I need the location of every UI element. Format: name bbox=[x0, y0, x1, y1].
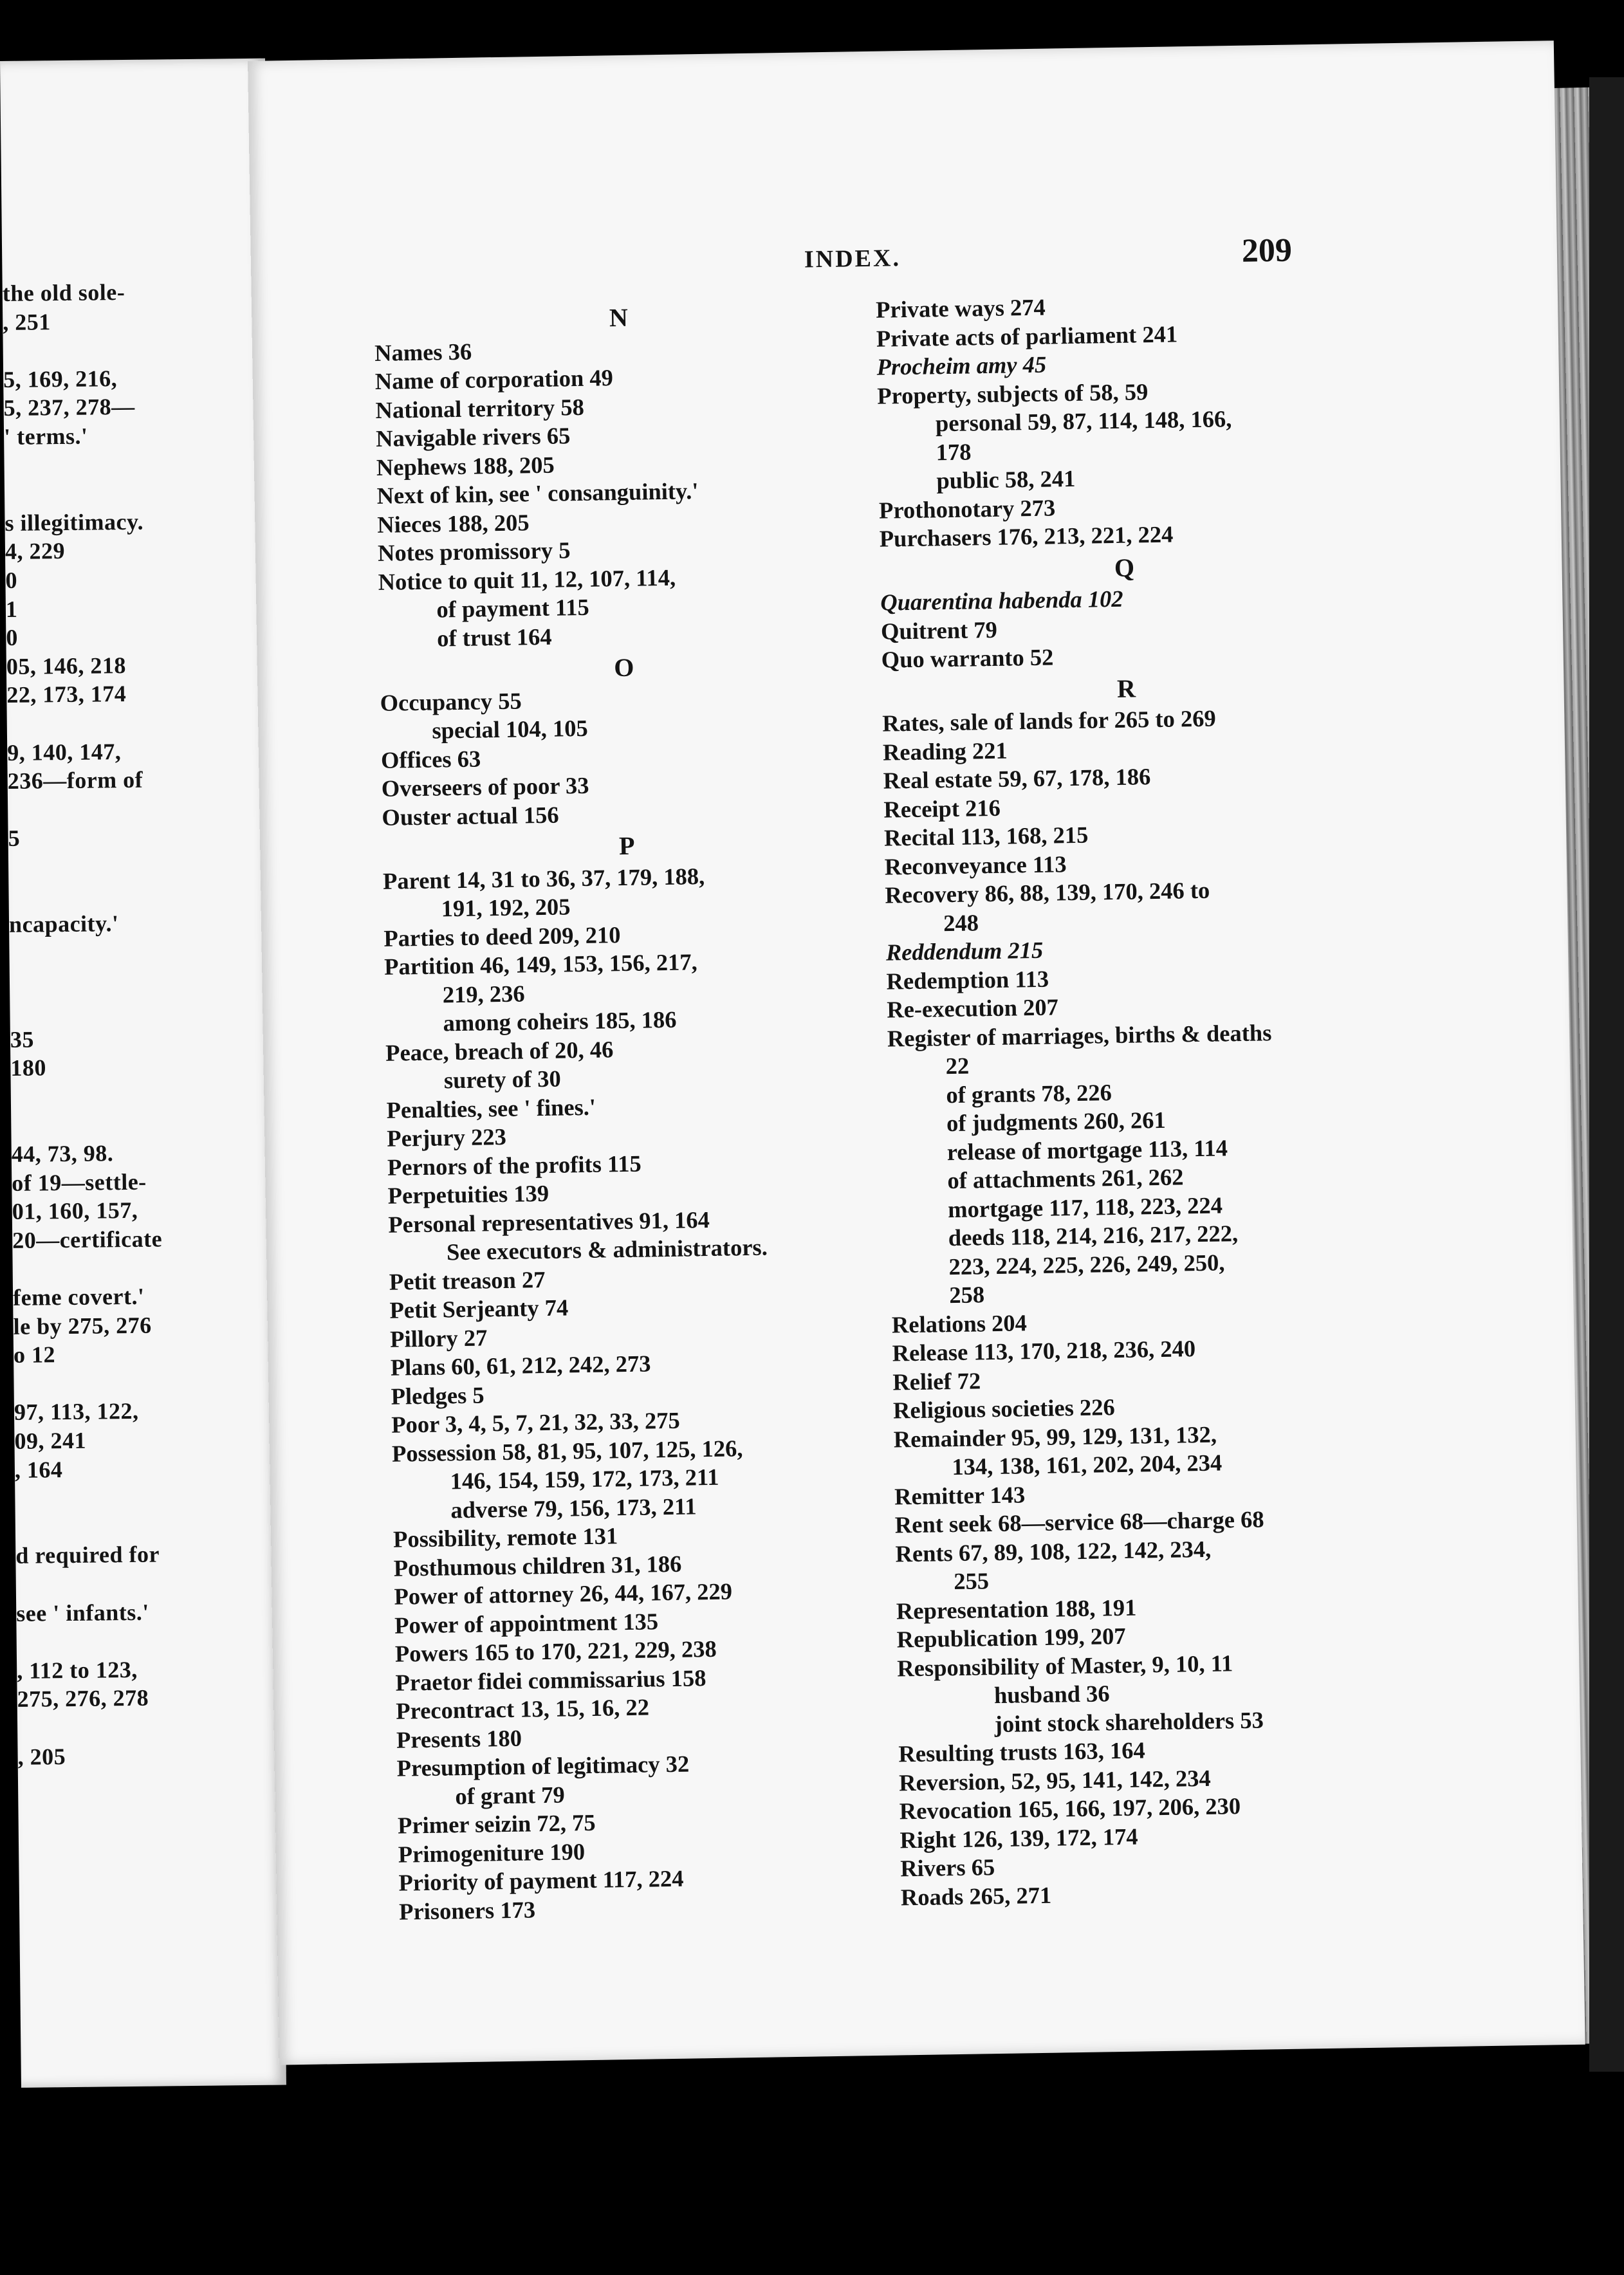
facing-page-line: 5, 237, 278— bbox=[3, 394, 135, 421]
index-entry: Pillory 27 bbox=[389, 1323, 488, 1352]
index-entry: Prisoners 173 bbox=[398, 1895, 536, 1925]
index-entry: Primogeniture 190 bbox=[398, 1838, 586, 1868]
index-entry: Redemption 113 bbox=[886, 965, 1049, 995]
facing-page-line: 01, 160, 157, bbox=[12, 1197, 138, 1225]
index-entry: Recovery 86, 88, 139, 170, 246 to bbox=[885, 876, 1210, 908]
index-entry: Quitrent 79 bbox=[880, 616, 998, 645]
facing-page-line: 05, 146, 218 bbox=[6, 652, 127, 679]
index-subentry: of grant 79 bbox=[455, 1781, 566, 1809]
index-entry: Petit Serjeanty 74 bbox=[389, 1294, 569, 1323]
facing-page-line: ncapacity.' bbox=[8, 910, 119, 938]
index-subentry: 178 bbox=[936, 438, 972, 465]
index-subentry: special 104, 105 bbox=[432, 714, 588, 744]
index-subentry: 255 bbox=[953, 1567, 990, 1595]
facing-page-line: , 112 to 123, bbox=[16, 1656, 138, 1684]
index-entry: Private ways 274 bbox=[875, 293, 1046, 323]
index-subentry: 22 bbox=[945, 1052, 970, 1080]
index-entry: Peace, breach of 20, 46 bbox=[385, 1035, 614, 1066]
index-entry: Rents 67, 89, 108, 122, 142, 234, bbox=[895, 1535, 1212, 1567]
index-entry: Representation 188, 191 bbox=[896, 1594, 1137, 1624]
facing-page-line: , 251 bbox=[3, 308, 51, 335]
facing-page-line: 09, 241 bbox=[14, 1427, 87, 1454]
index-entry: Purchasers 176, 213, 221, 224 bbox=[879, 520, 1174, 552]
index-entry: Presumption of legitimacy 32 bbox=[396, 1750, 690, 1782]
index-entry: Posthumous children 31, 186 bbox=[393, 1550, 682, 1581]
facing-page-line: 5, 169, 216, bbox=[3, 365, 118, 392]
index-entry: Quarentina habenda 102 bbox=[880, 585, 1123, 616]
index-entry: Petit treason 27 bbox=[389, 1266, 546, 1295]
index-entry: Primer seizin 72, 75 bbox=[397, 1809, 596, 1839]
index-letter-heading: N bbox=[609, 302, 629, 333]
index-entry: Occupancy 55 bbox=[380, 686, 522, 716]
index-subentry: surety of 30 bbox=[443, 1065, 562, 1094]
index-entry: Offices 63 bbox=[380, 744, 481, 773]
facing-page-line: 44, 73, 98. bbox=[11, 1140, 114, 1167]
index-entry: Relief 72 bbox=[892, 1367, 981, 1395]
facing-page-line: 4, 229 bbox=[5, 538, 66, 565]
index-entry: Nieces 188, 205 bbox=[377, 508, 530, 538]
index-entry: Powers 165 to 170, 221, 229, 238 bbox=[394, 1635, 717, 1667]
index-entry: Nephews 188, 205 bbox=[376, 451, 555, 481]
index-entry: Resulting trusts 163, 164 bbox=[898, 1736, 1146, 1767]
index-entry: Perpetuities 139 bbox=[387, 1179, 549, 1209]
index-entry: Praetor fidei commissarius 158 bbox=[395, 1664, 706, 1696]
index-letter-heading: O bbox=[613, 652, 634, 683]
index-entry: Priority of payment 117, 224 bbox=[398, 1865, 684, 1896]
index-subentry: deeds 118, 214, 216, 217, 222, bbox=[948, 1220, 1239, 1251]
index-column-left bbox=[374, 296, 889, 1926]
index-entry: Roads 265, 271 bbox=[900, 1881, 1052, 1910]
facing-page-line: 236—form of bbox=[7, 766, 143, 795]
index-entry: Pledges 5 bbox=[391, 1381, 484, 1410]
index-entry: Register of marriages, births & deaths bbox=[887, 1018, 1272, 1052]
index-subentry: of grants 78, 226 bbox=[946, 1078, 1112, 1108]
facing-page-line: the old sole- bbox=[2, 279, 125, 306]
index-column-right bbox=[876, 288, 1390, 1912]
index-entry: Relations 204 bbox=[891, 1309, 1028, 1338]
index-entry: Precontract 13, 15, 16, 22 bbox=[395, 1693, 650, 1724]
facing-page-line: s illegitimacy. bbox=[5, 508, 144, 536]
facing-page-line: 1 bbox=[5, 596, 18, 622]
index-subentry: 146, 154, 159, 172, 173, 211 bbox=[450, 1463, 719, 1495]
index-entry: Names 36 bbox=[374, 338, 472, 366]
index-entry: Religious societies 226 bbox=[892, 1394, 1116, 1424]
facing-page-line: 0 bbox=[5, 567, 18, 593]
index-entry: Presents 180 bbox=[396, 1724, 522, 1753]
index-subentry: joint stock shareholders 53 bbox=[994, 1706, 1264, 1737]
index-subentry: 248 bbox=[943, 908, 979, 936]
index-entry: Navigable rivers 65 bbox=[375, 422, 571, 452]
index-letter-heading: R bbox=[1116, 673, 1136, 703]
index-entry: Personal representatives 91, 164 bbox=[388, 1206, 710, 1238]
index-entry: Next of kin, see ' consanguinity.' bbox=[376, 477, 699, 509]
index-entry: Pernors of the profits 115 bbox=[387, 1150, 642, 1181]
facing-page-line: le by 275, 276 bbox=[13, 1312, 152, 1340]
index-entry: Right 126, 139, 172, 174 bbox=[900, 1823, 1138, 1853]
facing-page-line: 5 bbox=[8, 825, 21, 852]
index-entry: Remainder 95, 99, 129, 131, 132, bbox=[893, 1421, 1217, 1452]
index-entry: Reversion, 52, 95, 141, 142, 234 bbox=[898, 1764, 1212, 1796]
index-subentry: See executors & administrators. bbox=[446, 1233, 768, 1266]
index-entry: Republication 199, 207 bbox=[896, 1622, 1126, 1653]
index-page bbox=[248, 41, 1585, 2065]
index-subentry: 219, 236 bbox=[442, 979, 525, 1008]
index-entry: Revocation 165, 166, 197, 206, 230 bbox=[899, 1792, 1241, 1825]
index-entry: Partition 46, 149, 153, 156, 217, bbox=[383, 948, 698, 980]
index-entry: Ouster actual 156 bbox=[382, 801, 559, 831]
index-entry: Responsibility of Master, 9, 10, 11 bbox=[897, 1649, 1233, 1681]
index-subentry: adverse 79, 156, 173, 211 bbox=[450, 1492, 697, 1523]
index-entry: Possession 58, 81, 95, 107, 125, 126, bbox=[391, 1434, 743, 1467]
index-subentry: of payment 115 bbox=[436, 593, 589, 623]
index-subentry: husband 36 bbox=[993, 1680, 1110, 1709]
index-subentry: 191, 192, 205 bbox=[441, 893, 571, 922]
facing-page bbox=[0, 59, 286, 2088]
book-edge-shadow bbox=[1589, 77, 1624, 2072]
facing-page-line: ' terms.' bbox=[3, 423, 88, 450]
index-subentry: 258 bbox=[948, 1281, 985, 1309]
index-entry: Parties to deed 209, 210 bbox=[383, 921, 621, 952]
index-entry: Parent 14, 31 to 36, 37, 179, 188, bbox=[382, 862, 705, 894]
facing-page-line: 0 bbox=[6, 624, 19, 651]
index-subentry: 223, 224, 225, 226, 249, 250, bbox=[948, 1248, 1225, 1280]
index-entry: Recital 113, 168, 215 bbox=[883, 821, 1089, 851]
index-entry: Poor 3, 4, 5, 7, 21, 32, 33, 275 bbox=[391, 1406, 681, 1438]
facing-page-line: 22, 173, 174 bbox=[6, 681, 127, 708]
index-entry: Power of attorney 26, 44, 167, 229 bbox=[394, 1578, 733, 1610]
index-subentry: of trust 164 bbox=[436, 623, 552, 651]
index-letter-heading: P bbox=[618, 831, 635, 861]
index-entry: Penalties, see ' fines.' bbox=[386, 1093, 596, 1123]
facing-page-line: 9, 140, 147, bbox=[7, 738, 122, 766]
facing-page-text bbox=[0, 59, 265, 1770]
index-entry: Private acts of parliament 241 bbox=[876, 320, 1178, 352]
index-entry: Real estate 59, 67, 178, 186 bbox=[883, 763, 1151, 794]
running-head: INDEX. bbox=[804, 244, 901, 273]
index-entry: Rates, sale of lands for 265 to 269 bbox=[881, 705, 1216, 737]
index-entry: Receipt 216 bbox=[883, 794, 1001, 823]
index-entry: Property, subjects of 58, 59 bbox=[876, 378, 1149, 409]
index-entry: Re-execution 207 bbox=[886, 993, 1059, 1023]
index-entry: Reconveyance 113 bbox=[884, 850, 1067, 880]
index-subentry: of judgments 260, 261 bbox=[946, 1106, 1167, 1137]
facing-page-line: 180 bbox=[10, 1055, 47, 1082]
facing-page-line: feme covert.' bbox=[12, 1283, 145, 1311]
index-subentry: release of mortgage 113, 114 bbox=[946, 1134, 1228, 1165]
index-entry: Notice to quit 11, 12, 107, 114, bbox=[378, 564, 676, 595]
index-entry: Rivers 65 bbox=[900, 1854, 995, 1882]
facing-page-line: o 12 bbox=[13, 1341, 56, 1368]
facing-page-line: of 19—settle- bbox=[12, 1168, 147, 1196]
facing-page-line: 97, 113, 122, bbox=[14, 1398, 139, 1426]
index-entry: Release 113, 170, 218, 236, 240 bbox=[892, 1335, 1196, 1367]
page-number: 209 bbox=[1241, 232, 1293, 270]
index-subentry: among coheirs 185, 186 bbox=[443, 1006, 677, 1036]
index-subentry: personal 59, 87, 114, 148, 166, bbox=[935, 405, 1232, 437]
facing-page-line: see ' infants.' bbox=[16, 1599, 149, 1626]
index-letter-heading: Q bbox=[1114, 552, 1135, 582]
index-entry: Name of corporation 49 bbox=[374, 364, 614, 394]
index-entry: Plans 60, 61, 212, 242, 273 bbox=[390, 1350, 651, 1381]
facing-page-line: 35 bbox=[10, 1026, 35, 1053]
facing-page-line: 20—certificate bbox=[12, 1226, 163, 1253]
facing-page-line: d required for bbox=[15, 1541, 160, 1569]
index-entry: Remitter 143 bbox=[894, 1480, 1026, 1509]
index-entry: Rent seek 68—service 68—charge 68 bbox=[894, 1506, 1264, 1538]
index-subentry: of attachments 261, 262 bbox=[947, 1163, 1184, 1194]
facing-page-line: , 164 bbox=[14, 1456, 63, 1483]
index-entry: Prothonotary 273 bbox=[878, 493, 1056, 524]
index-subentry: public 58, 241 bbox=[936, 465, 1076, 494]
index-entry: Overseers of poor 33 bbox=[381, 771, 589, 802]
index-entry: Perjury 223 bbox=[387, 1123, 507, 1152]
facing-page-line: , 205 bbox=[17, 1743, 66, 1770]
index-subentry: 134, 138, 161, 202, 204, 234 bbox=[952, 1449, 1223, 1480]
index-entry: Possibility, remote 131 bbox=[392, 1522, 618, 1552]
index-subentry: mortgage 117, 118, 223, 224 bbox=[947, 1191, 1223, 1222]
index-entry: Procheim amy 45 bbox=[876, 351, 1047, 380]
index-entry: Reddendum 215 bbox=[885, 936, 1044, 966]
index-entry: Reading 221 bbox=[882, 737, 1008, 766]
index-entry: Power of appointment 135 bbox=[394, 1607, 659, 1639]
facing-page-line: 275, 276, 278 bbox=[17, 1685, 149, 1713]
index-entry: Notes promissory 5 bbox=[377, 537, 571, 566]
index-entry: National territory 58 bbox=[375, 393, 585, 423]
index-entry: Quo warranto 52 bbox=[881, 643, 1054, 673]
